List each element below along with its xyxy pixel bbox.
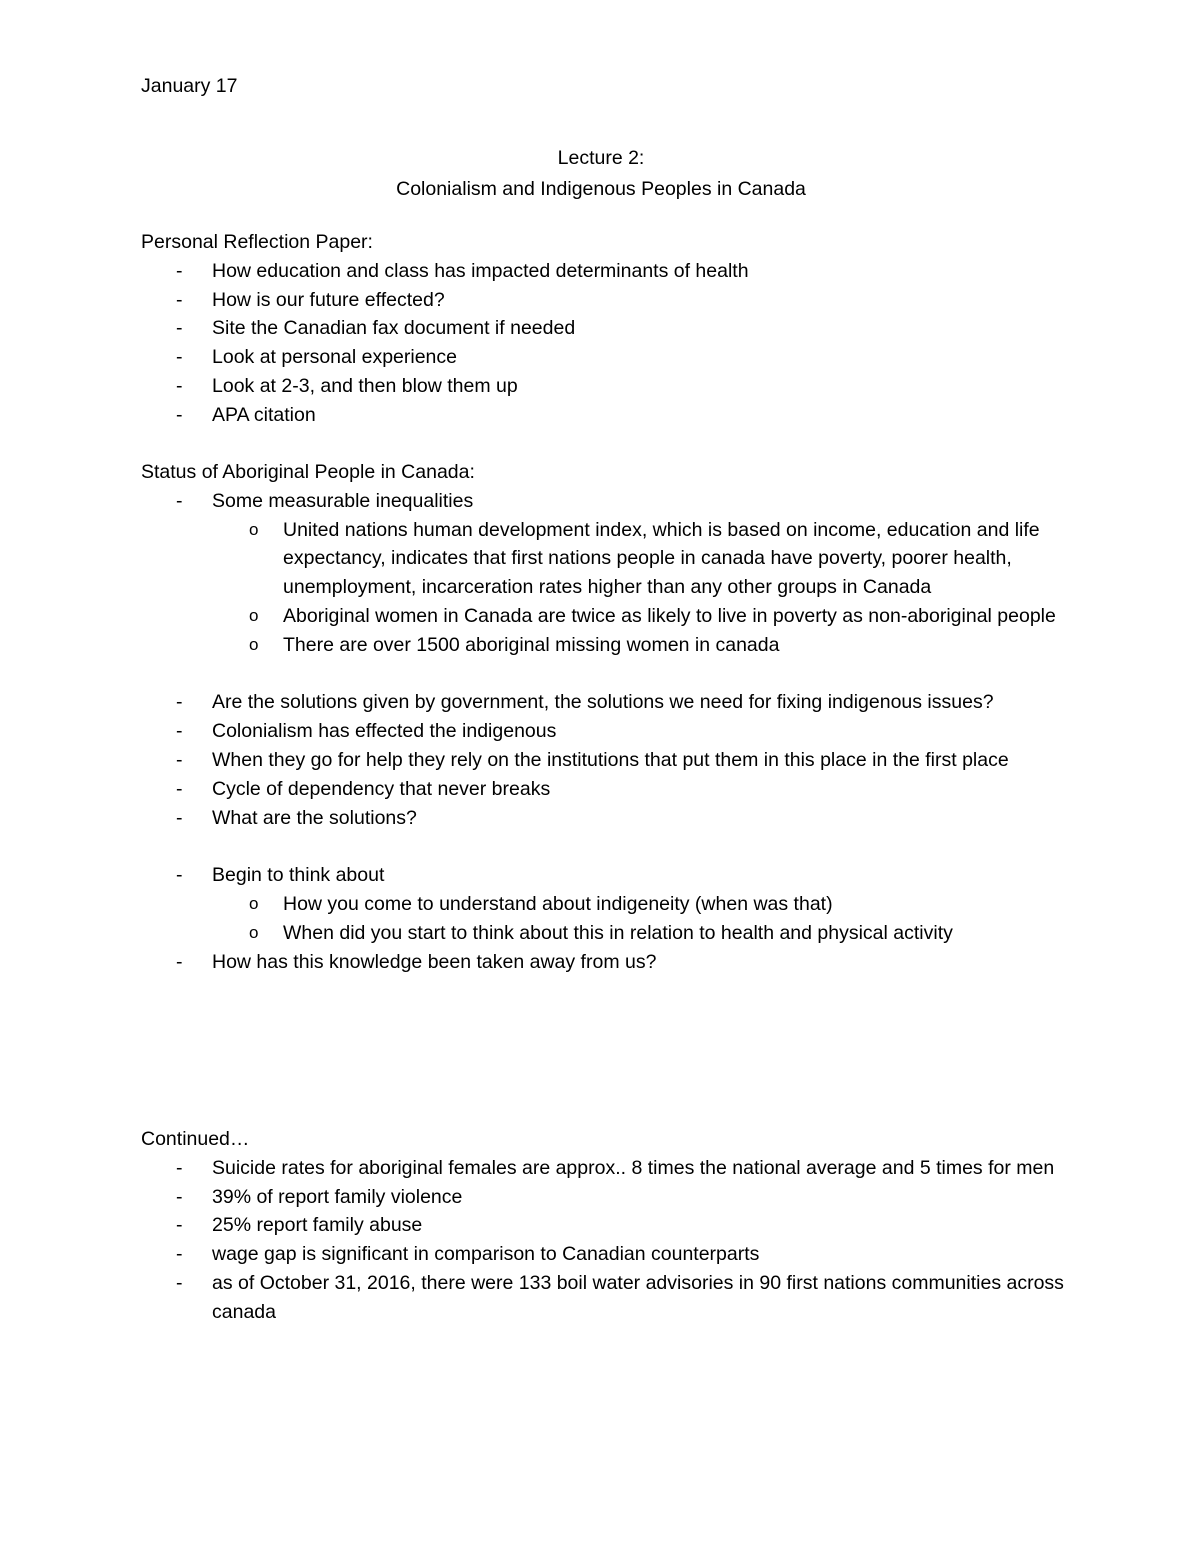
list-item: - as of October 31, 2016, there were 133 boil water advisories in 90 first nations communities across canada xyxy=(176,1271,1064,1323)
lecture-date: January 17 xyxy=(141,75,238,97)
list-item: - 39% of report family violence xyxy=(176,1185,463,1208)
title-line-2: Colonialism and Indigenous Peoples in Canada xyxy=(396,178,806,200)
sub-list-item: o There are over 1500 aboriginal missing women in canada xyxy=(249,633,780,656)
list-item: - wage gap is significant in comparison to Canadian counterparts xyxy=(176,1243,760,1266)
list-item: - Site the Canadian fax document if needed xyxy=(176,317,576,340)
list-item: - Cycle of dependency that never breaks xyxy=(176,777,551,800)
list-item: - What are the solutions? xyxy=(176,806,417,829)
list-item: - Colonialism has effected the indigenous xyxy=(176,720,557,743)
title-line-1: Lecture 2: xyxy=(557,147,645,169)
list-item: - APA citation xyxy=(176,403,316,426)
list-item: - How education and class has impacted determinants of health xyxy=(176,259,749,282)
list-item: - Begin to think about o How you come to understand about indigeneity (when was that) o When did you start to think about this in relation to health and physical activity xyxy=(141,861,1066,947)
list-item: - How has this knowledge been taken away from us? xyxy=(176,950,657,973)
list-item: - How is our future effected? xyxy=(176,288,445,311)
continued-list xyxy=(141,1154,1066,1327)
list-item: - 25% report family abuse xyxy=(176,1214,423,1237)
continued-heading: Continued… xyxy=(141,1128,250,1150)
status-list xyxy=(141,487,1066,660)
lecture-title xyxy=(141,143,1061,205)
list-item: - Look at 2-3, and then blow them up xyxy=(176,374,518,397)
list-item: - Suicide rates for aboriginal females are approx.. 8 times the national average and 5 times for men xyxy=(176,1156,1055,1179)
reflection-list xyxy=(141,257,1066,430)
sub-list-item: o Aboriginal women in Canada are twice as likely to live in poverty as non-aboriginal people xyxy=(249,604,1056,627)
sub-list-item: o United nations human development index, which is based on income, education and life expectancy, indicates that first nations people in canada have poverty, poorer health, unemployment, incarceration rates higher than any other groups in Canada xyxy=(249,518,1040,599)
list-item: - Are the solutions given by government, the solutions we need for fixing indigenous issues? xyxy=(176,691,994,714)
sub-list-item: o When did you start to think about this in relation to health and physical activity xyxy=(249,921,953,944)
reflection-section xyxy=(141,228,1066,430)
status-list-3 xyxy=(141,861,1066,976)
list-item: - When they go for help they rely on the institutions that put them in this place in the first place xyxy=(176,748,1009,771)
status-section xyxy=(141,458,1066,976)
status-heading: Status of Aboriginal People in Canada: xyxy=(141,461,475,483)
status-list-2 xyxy=(141,688,1066,832)
continued-section xyxy=(141,1125,1066,1327)
reflection-heading: Personal Reflection Paper: xyxy=(141,231,373,253)
sub-list-item: o How you come to understand about indigeneity (when was that) xyxy=(249,892,833,915)
sub-list xyxy=(212,890,1066,948)
list-item: - Look at personal experience xyxy=(176,346,457,369)
sub-list xyxy=(212,516,1066,660)
list-item: - Some measurable inequalities o United nations human development index, which is based on income, education and life expectancy, indicates that first nations people in canada have poverty, poorer health, unemployment, incarceration rates higher than any other groups in Canada o Aboriginal women in Canada are twice as likely to live in poverty as non-aboriginal people o There are over 1500 aboriginal missing women in canada xyxy=(141,487,1066,660)
